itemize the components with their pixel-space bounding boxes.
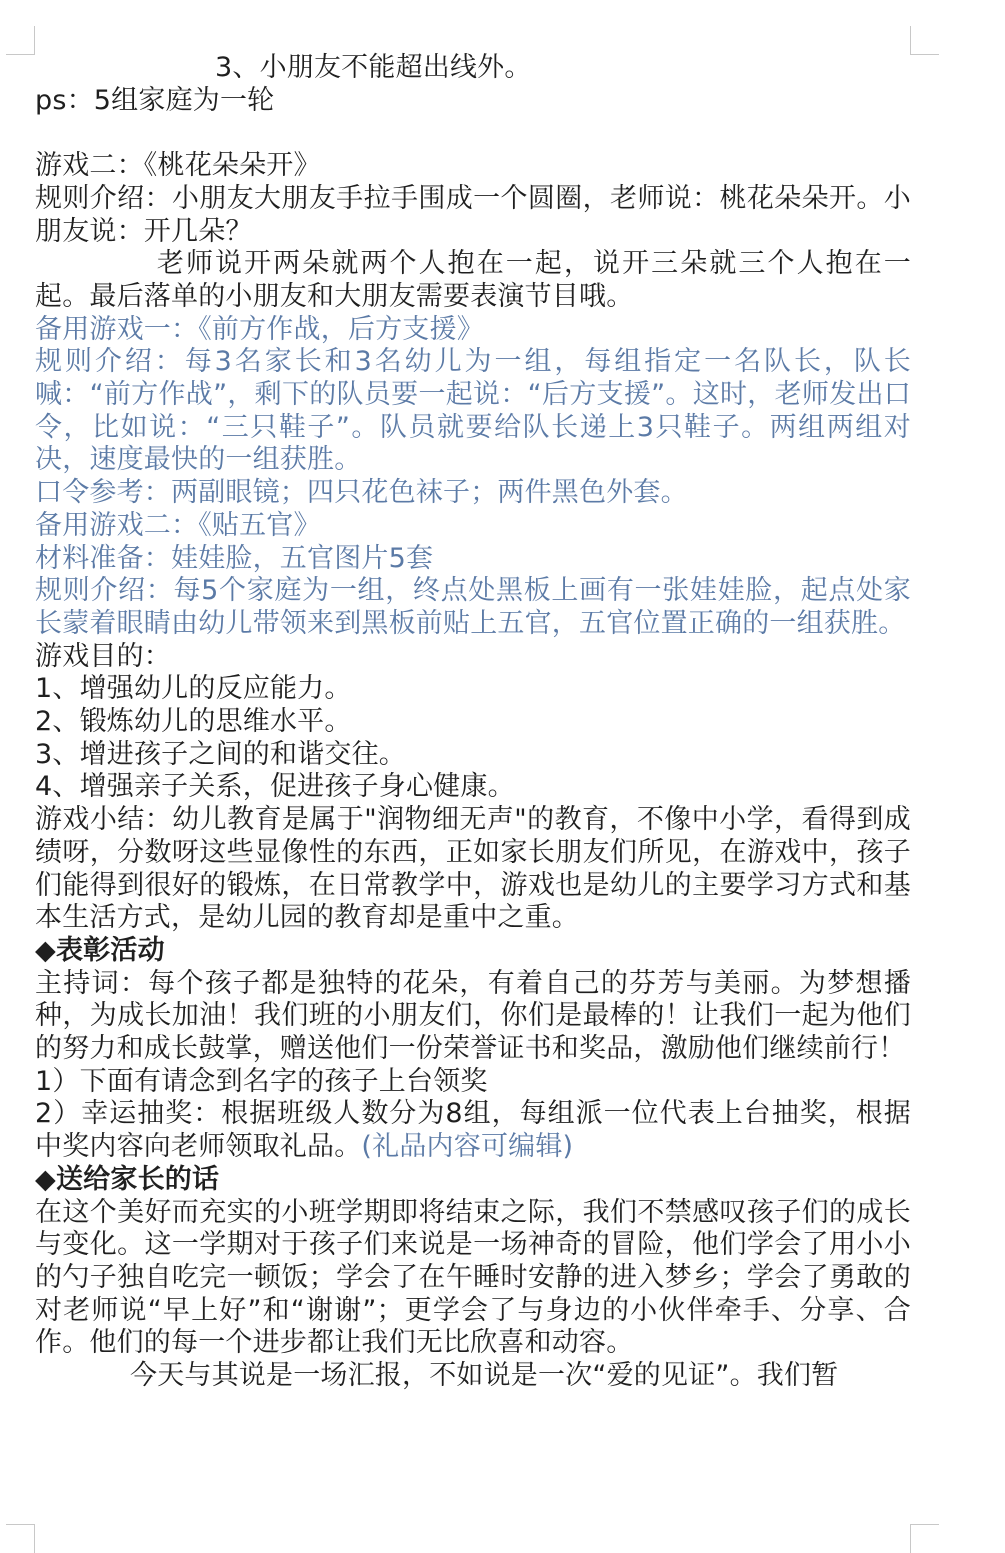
ps-line: ps：5组家庭为一轮 [35, 84, 275, 116]
award-item-2-note: (礼品内容可编辑) [361, 1131, 574, 1163]
backup2-rule: 规则介绍：每5个家庭为一组，终点处黑板上画有一张娃娃脸，起点处家长蒙着眼睛由幼儿带领来到黑板前贴上五官，五官位置正确的一组获胜。 [35, 575, 911, 639]
game2-title: 游戏二：《桃花朵朵开》 [35, 150, 321, 182]
award-section-heading: ◆表彰活动 [35, 934, 165, 966]
page-corner-mark-bottom-right [910, 1524, 939, 1553]
backup2-material: 材料准备：娃娃脸，五官图片5套 [35, 542, 434, 574]
game-summary: 游戏小结：幼儿教育是属于"润物细无声"的教育，不像中小学，看得到成绩呀，分数呀这些显像性的东西，正如家长朋友们所见，在游戏中，孩子们能得到很好的锻炼，在日常教学中，游戏也是幼儿的主要学习方式和基本生活方式，是幼儿园的教育却是重中之重。 [35, 804, 911, 934]
parents-paragraph: 在这个美好而充实的小班学期即将结束之际，我们不禁感叹孩子们的成长与变化。这一学期对于孩子们来说是一场神奇的冒险，他们学会了用小小的勺子独自吃完一顿饭；学会了在午睡时安静的进入梦乡；学会了勇敢的对老师说“早上好”和“谢谢”；更学会了与身边的小伙伴牵手、分享、合作。他们的每一个进步都让我们无比欣喜和动容。 [35, 1196, 911, 1359]
backup1-rule: 规则介绍：每3名家长和3名幼儿为一组，每组指定一名队长，队长喊：“前方作战”，剩下的队员要一起说：“后方支援”。这时，老师发出口令，比如说：“三只鞋子”。队员就要给队长递上3只鞋子。两组两组对决，速度最快的一组获胜。 [35, 346, 911, 476]
goal-item-4: 4、增强亲子关系，促进孩子身心健康。 [35, 771, 515, 803]
backup1-title: 备用游戏一：《前方作战，后方支援》 [35, 313, 484, 345]
game2-rule: 规则介绍：小朋友大朋友手拉手围成一个圆圈，老师说：桃花朵朵开。小朋友说：开几朵？ [35, 182, 911, 247]
goal-item-2: 2、锻炼幼儿的思维水平。 [35, 706, 352, 738]
blank-line [35, 117, 911, 150]
award-item-1: 1）下面有请念到名字的孩子上台领奖 [35, 1065, 488, 1097]
backup1-reference: 口令参考：两副眼镜；四只花色袜子；两件黑色外套。 [35, 477, 688, 509]
award-item-2-text: 2）幸运抽奖：根据班级人数分为8组，每组派一位代表上台抽奖，根据中奖内容向老师领取礼品。 [35, 1098, 911, 1163]
backup2-title: 备用游戏二：《贴五官》 [35, 509, 321, 541]
document-body [35, 52, 911, 1393]
page-corner-mark-top-right [910, 26, 939, 55]
goal-title: 游戏目的： [35, 640, 171, 672]
goal-item-3: 3、增进孩子之间的和谐交往。 [35, 738, 406, 770]
parents-section-heading: ◆送给家长的话 [35, 1163, 220, 1195]
goal-item-1: 1、增强幼儿的反应能力。 [35, 673, 352, 705]
game2-rule-continued: 老师说开两朵就两个人抱在一起，说开三朵就三个人抱在一起。最后落单的小朋友和大朋友需要表演节目哦。 [35, 248, 911, 312]
last-line [35, 1360, 911, 1393]
last-line-text: 今天与其说是一场汇报，不如说是一次“爱的见证”。我们暂 [130, 1360, 839, 1392]
page-corner-mark-top-left [6, 26, 35, 55]
award-item-2 [35, 1098, 911, 1163]
page-corner-mark-bottom-left [6, 1524, 35, 1553]
rule-3-line: 3、小朋友不能超出线外。 [215, 52, 532, 83]
host-words: 主持词：每个孩子都是独特的花朵，有着自己的芬芳与美丽。为梦想播种，为成长加油！我们班的小朋友们，你们是最棒的！让我们一起为他们的努力和成长鼓掌，赠送他们一份荣誉证书和奖品，激励他们继续前行！ [35, 967, 911, 1065]
